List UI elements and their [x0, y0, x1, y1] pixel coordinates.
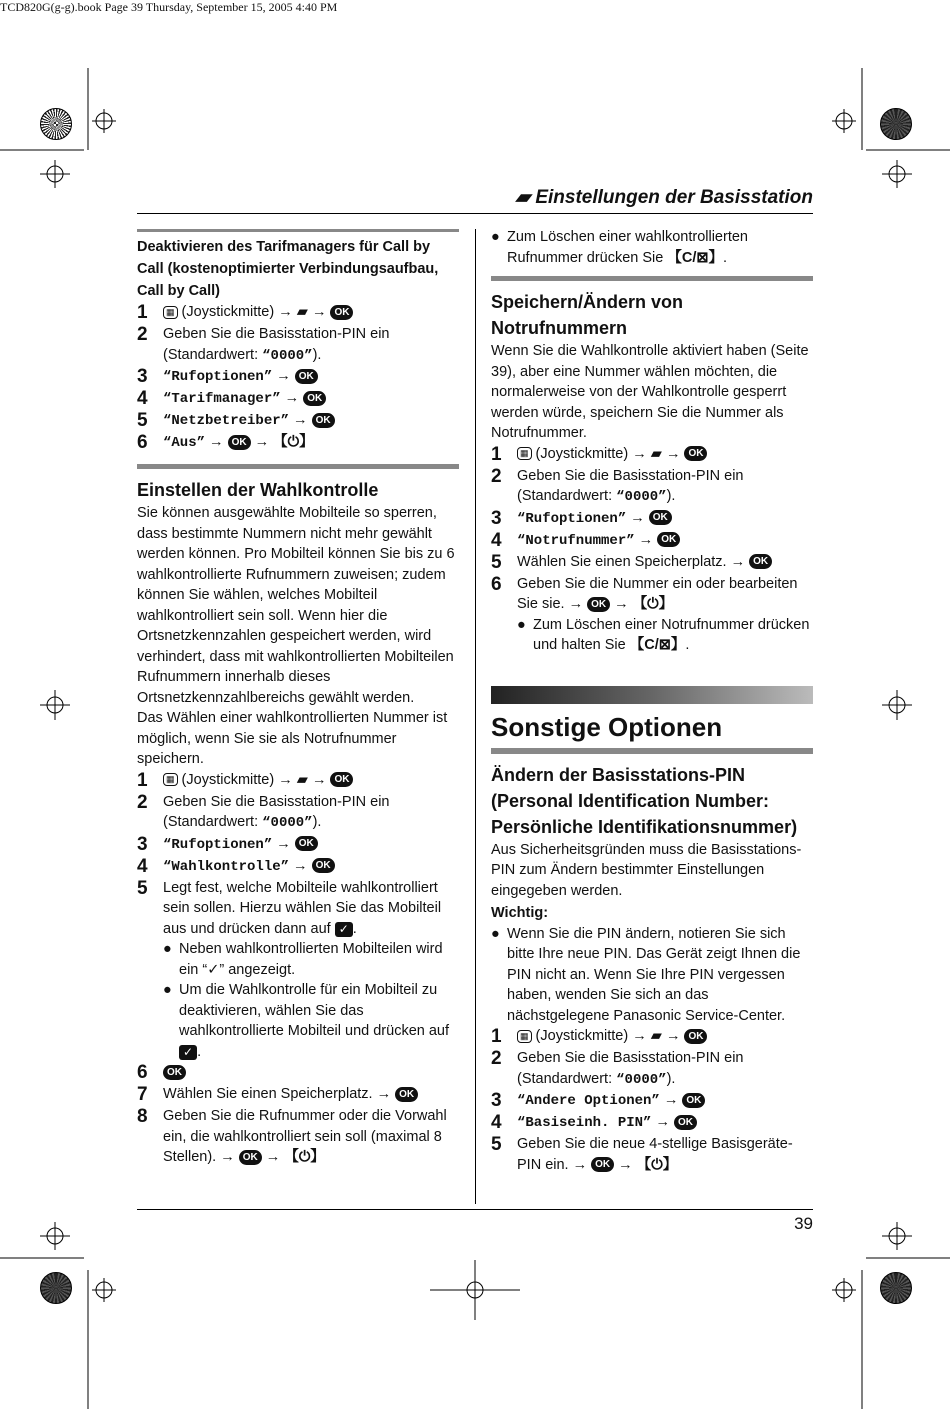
step: 6 “Aus” → OK → 【⏻】 — [137, 432, 314, 453]
title-rule — [137, 213, 813, 214]
paragraph: Aus Sicherheitsgründen muss die Basisstations-PIN zum Ändern bestimmter Einstellungen eingegeben werden. — [491, 841, 802, 899]
step: 2 Geben Sie die Basisstation-PIN ein (Standardwert: “0000”). — [491, 465, 744, 505]
step: 6 Geben Sie die Nummer ein oder bearbeiten Sie sie. → OK → 【⏻】 ● Zum Löschen einer Notrufnummer drücken und halten Sie 【C/⊠】. — [491, 573, 810, 653]
paragraph: Wenn Sie die Wahlkontrolle aktiviert haben (Seite 39), aber eine Nummer wählen möchten, die normalerweise von der Wahlkontrolle gesperrt werden würde, speichern Sie die Nummer als Notrufnummer. — [491, 343, 809, 441]
off-key-icon: 【⏻】 — [273, 434, 314, 450]
left-column — [137, 229, 459, 1168]
column-divider — [475, 229, 476, 1204]
section-banner — [491, 686, 813, 704]
ok-key-icon: OK — [330, 305, 353, 320]
menu-key-icon: ▦ — [163, 306, 178, 319]
step: 3 “Rufoptionen” → OK — [491, 508, 813, 530]
step: 6 OK — [137, 1062, 459, 1084]
section-rule — [137, 464, 459, 469]
section-title-text: Einstellungen der Basisstation — [535, 187, 813, 208]
heading-wahlkontrolle: Einstellen der Wahlkontrolle — [137, 480, 379, 500]
step: 4 “Notrufnummer” → OK — [491, 530, 813, 552]
step: 1 ▦ (Joystickmitte) → ▰ → OK — [491, 444, 813, 466]
bullet: ● Wenn Sie die PIN ändern, notieren Sie sich bitte Ihre neue PIN. Das Gerät zeigt Ihnen die PIN nicht an. Wenn Sie Ihre PIN vergessen haben, wenden Sie sich an das nächstgelegene Panasonic Service-Center. — [491, 925, 801, 1024]
section-rule — [137, 229, 459, 232]
heading-notrufnummern: Speichern/Ändern von Notrufnummern — [491, 292, 684, 338]
heading-sonstige-optionen: Sonstige Optionen — [491, 711, 723, 742]
step: 5 Geben Sie die neue 4-stellige Basisgeräte-PIN ein. → OK → 【⏻】 — [491, 1134, 793, 1173]
step: 5 Wählen Sie einen Speicherplatz. → OK — [491, 552, 813, 574]
book-icon: ▰ — [515, 187, 531, 208]
print-header: TCD820G(g-g).book Page 39 Thursday, September 15, 2005 4:40 PM — [0, 0, 338, 14]
step: 3 “Rufoptionen” → OK — [137, 834, 459, 856]
step: 3 “Andere Optionen” → OK — [491, 1090, 813, 1112]
bullet: ● Zum Löschen einer wahlkontrollierten Rufnummer drücken Sie 【C/⊠】. — [491, 229, 748, 266]
step: 4 “Basiseinh. PIN” → OK — [491, 1112, 813, 1134]
step: 2 Geben Sie die Basisstation-PIN ein (Standardwert: “0000”). — [137, 324, 390, 364]
step: 2 Geben Sie die Basisstation-PIN ein (Standardwert: “0000”). — [137, 791, 390, 831]
step: 4 “Tarifmanager” → OK — [137, 388, 459, 410]
right-column — [491, 227, 813, 1175]
footer-rule — [137, 1209, 813, 1210]
paragraph: Sie können ausgewählte Mobilteile so sperren, dass bestimmte Nummern nicht mehr gewählt werden können. Pro Mobilteil können Sie bis zu 6 wahlkontrollierte Rufnummern zuweisen; zudem können Sie wählen, welches Mobilteil wahlkontrolliert sein soll. Wenn hier die Ortsnetzkennzahlen gespeichert werden, wird verhindert, dass mit wahlkontrollierten Mobilteilen Rufnummern innerhalb dieses Ortsnetzkennzahlbereichs gewählt werden. — [137, 505, 455, 706]
page-section-title — [515, 186, 813, 209]
step: 3 “Rufoptionen” → OK — [137, 366, 459, 388]
book-icon: ▰ — [296, 304, 308, 320]
heading-tarifmanager: Deaktivieren des Tarifmanagers für Call by Call (kostenoptimierter Verbindungsaufbau, Call by Call) — [137, 239, 439, 299]
paragraph: Das Wählen einer wahlkontrollierten Nummer ist möglich, wenn Sie sie als Notrufnummer speichern. — [137, 710, 448, 767]
section-rule — [491, 748, 813, 754]
step: 5 “Netzbetreiber” → OK — [137, 410, 459, 432]
heading-pin: Ändern der Basisstations-PIN (Personal Identification Number: Persönliche Identifikationsnummer) — [491, 764, 798, 837]
important-label: Wichtig: — [491, 905, 549, 921]
check-key-icon: ✓ — [335, 922, 353, 937]
step: 7 Wählen Sie einen Speicherplatz. → OK — [137, 1084, 459, 1106]
step: 4 “Wahlkontrolle” → OK — [137, 856, 459, 878]
check-key-icon: ✓ — [179, 1045, 197, 1060]
step: 1 ▦ (Joystickmitte) → ▰ → OK — [491, 1026, 813, 1048]
step: 2 Geben Sie die Basisstation-PIN ein (Standardwert: “0000”). — [491, 1048, 744, 1088]
step: 8 Geben Sie die Rufnummer oder die Vorwahl ein, die wahlkontrolliert sein soll (maximal 8 Stellen). → OK → 【⏻】 — [137, 1106, 447, 1165]
step: 1 ▦ (Joystickmitte) → ▰ → OK — [137, 302, 459, 324]
page-number: 39 — [794, 1214, 813, 1233]
step: 1 ▦ (Joystickmitte) → ▰ → OK — [137, 770, 459, 792]
section-rule — [491, 276, 813, 281]
step: 5 Legt fest, welche Mobilteile wahlkontrolliert sein sollen. Hierzu wählen Sie das Mobilteil aus und drücken dann auf ✓ . ● Neben wahlkontrollierten Mobilteilen wird ein “✓” angezeigt. ● Um die Wahlkontrolle für ein Mobilteil zu deaktivieren, wählen Sie das wahlkontrollierte Mobilteil und drücken auf ✓ . — [137, 877, 450, 1060]
